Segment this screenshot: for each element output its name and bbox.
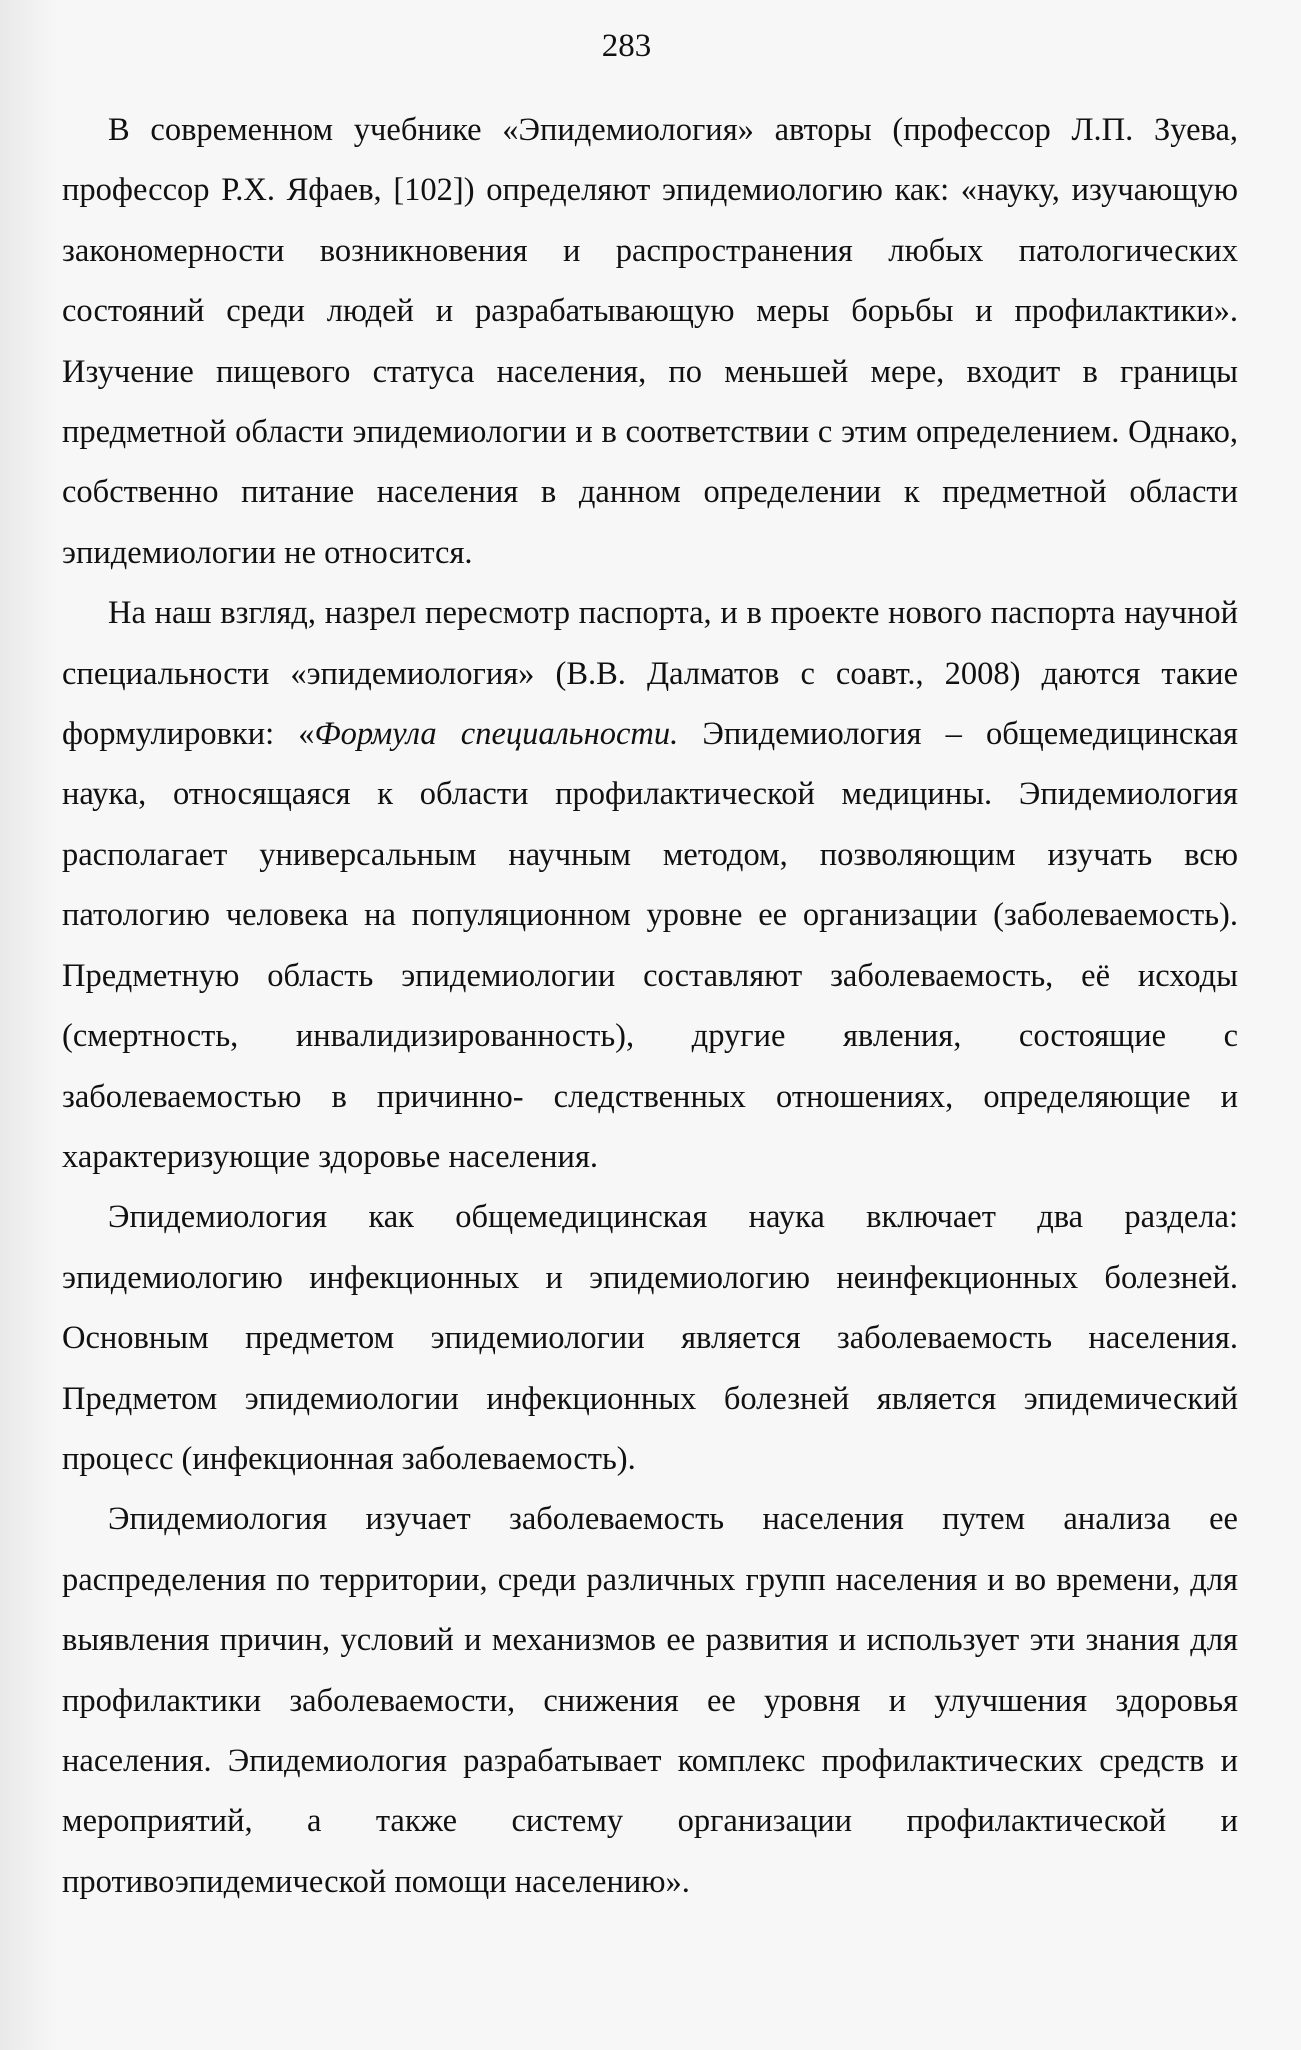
paragraph-1: В современном учебнике «Эпидемиология» авторы (профессор Л.П. Зуева, профессор Р.Х. Яфаев, [102]) определяют эпидемиологию как: «науку, изучающую закономерности возникновения и распространения любых патологических состояний среди людей и разрабатывающую меры борьбы и профилактики». Изучение пищевого статуса населения, по меньшей мере, входит в границы предметной области эпидемиологии и в соответствии с этим определением. Однако, собственно питание населения в данном определении к предметной области эпидемиологии не относится.	[62, 112, 1238, 571]
paragraph-4: Эпидемиология изучает заболеваемость населения путем анализа ее распределения по территории, среди различных групп населения и во времени, для выявления причин, условий и механизмов ее развития и использует эти знания для профилактики заболеваемости, снижения ее уровня и улучшения здоровья населения. Эпидемиология разрабатывает комплекс профилактических средств и мероприятий, а также систему организации профилактической и противоэпидемической помощи населению».	[62, 1501, 1238, 1900]
paragraph-2-intro: На наш взгляд, назрел пересмотр паспорта, и в проекте нового паспорта научной специальности «эпидемиология» (В.В. Далматов с соавт., 2008) даются такие формулировки: «	[62, 595, 1238, 753]
paragraph-2-definition: Эпидемиология – общемедицинская наука, относящаяся к области профилактической медицины. Эпидемиология располагает универсальным научным методом, позволяющим изучать всю патологию человека на популяционном уровне ее организации (заболеваемость). Предметную область эпидемиологии составляют заболеваемость, её исходы (смертность, инвалидизированность), другие явления, состоящие с заболеваемостью в причинно- следственных отношениях, определяющие и характеризующие здоровье населения.	[62, 716, 1239, 1175]
document-body	[62, 100, 1238, 1912]
scan-edge-shadow	[0, 0, 58, 2050]
paragraph-2-italic-term: Формула специальности.	[314, 716, 679, 753]
page-number: 283	[601, 28, 652, 64]
paragraph-3: Эпидемиология как общемедицинская наука включает два раздела: эпидемиологию инфекционных и эпидемиологию неинфекционных болезней. Основным предметом эпидемиологии является заболеваемость населения. Предметом эпидемиологии инфекционных болезней является эпидемический процесс (инфекционная заболеваемость).	[62, 1199, 1238, 1477]
paragraph-2	[62, 583, 1238, 1187]
